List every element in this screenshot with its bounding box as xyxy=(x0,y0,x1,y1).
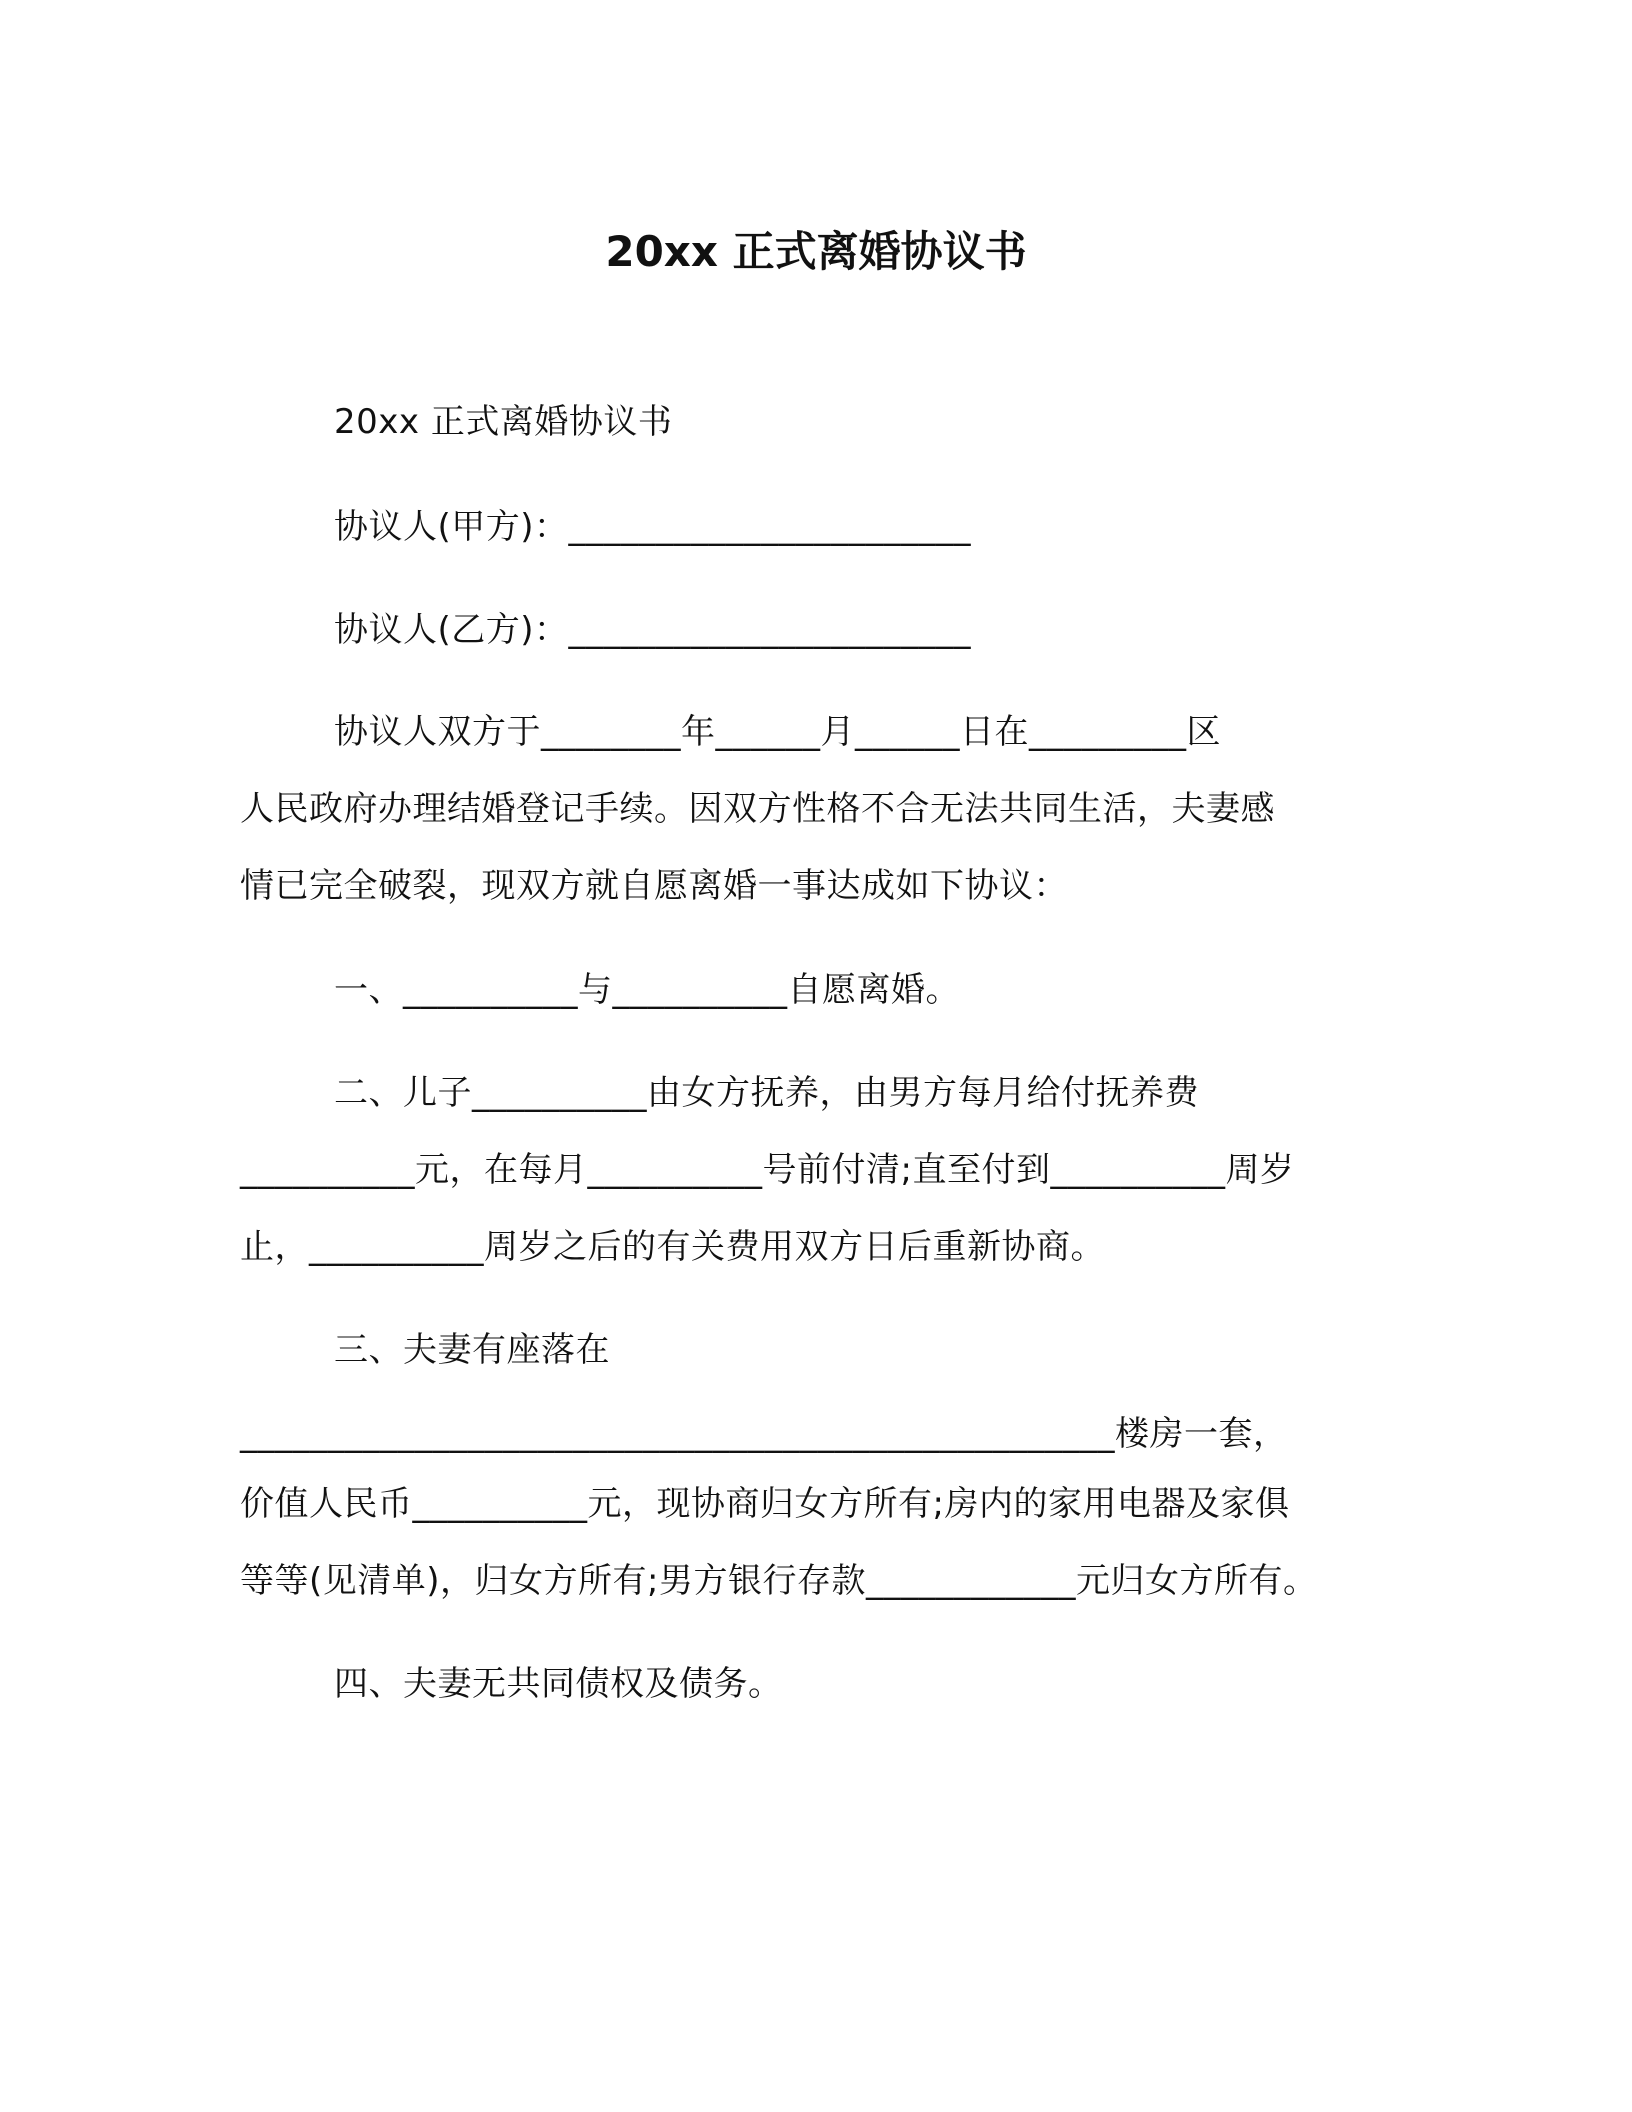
subtitle-line: 20xx 正式离婚协议书 xyxy=(334,402,673,442)
party-b-line: 协议人(乙方)：_______________________ xyxy=(334,610,972,650)
clause-3-line-1: 三、夫妻有座落在 xyxy=(334,1330,610,1370)
intro-paragraph-line-2: 人民政府办理结婚登记手续。因双方性格不合无法共同生活，夫妻感 xyxy=(240,789,1275,829)
clause-2-line-2: __________元，在每月__________号前付清;直至付到__________周岁 xyxy=(240,1150,1295,1190)
intro-paragraph-line-3: 情已完全破裂，现双方就自愿离婚一事达成如下协议： xyxy=(240,866,1068,906)
document-title: 20xx 正式离婚协议书 xyxy=(605,227,1027,276)
clause-4-line: 四、夫妻无共同债权及债务。 xyxy=(334,1664,783,1704)
clause-2-line-1: 二、儿子__________由女方抚养，由男方每月给付抚养费 xyxy=(334,1073,1199,1113)
intro-paragraph-line-1: 协议人双方于________年______月______日在_________区 xyxy=(334,712,1221,752)
clause-3-line-2: __________________________________________________楼房一套， xyxy=(240,1414,1288,1454)
clause-1-line: 一、__________与__________自愿离婚。 xyxy=(334,970,960,1010)
clause-3-line-4: 等等(见清单)，归女方所有;男方银行存款____________元归女方所有。 xyxy=(240,1561,1318,1601)
clause-3-line-3: 价值人民币__________元，现协商归女方所有;房内的家用电器及家俱 xyxy=(240,1484,1290,1524)
clause-2-line-3: 止，__________周岁之后的有关费用双方日后重新协商。 xyxy=(240,1227,1105,1267)
party-a-line: 协议人(甲方)：_______________________ xyxy=(334,507,972,547)
